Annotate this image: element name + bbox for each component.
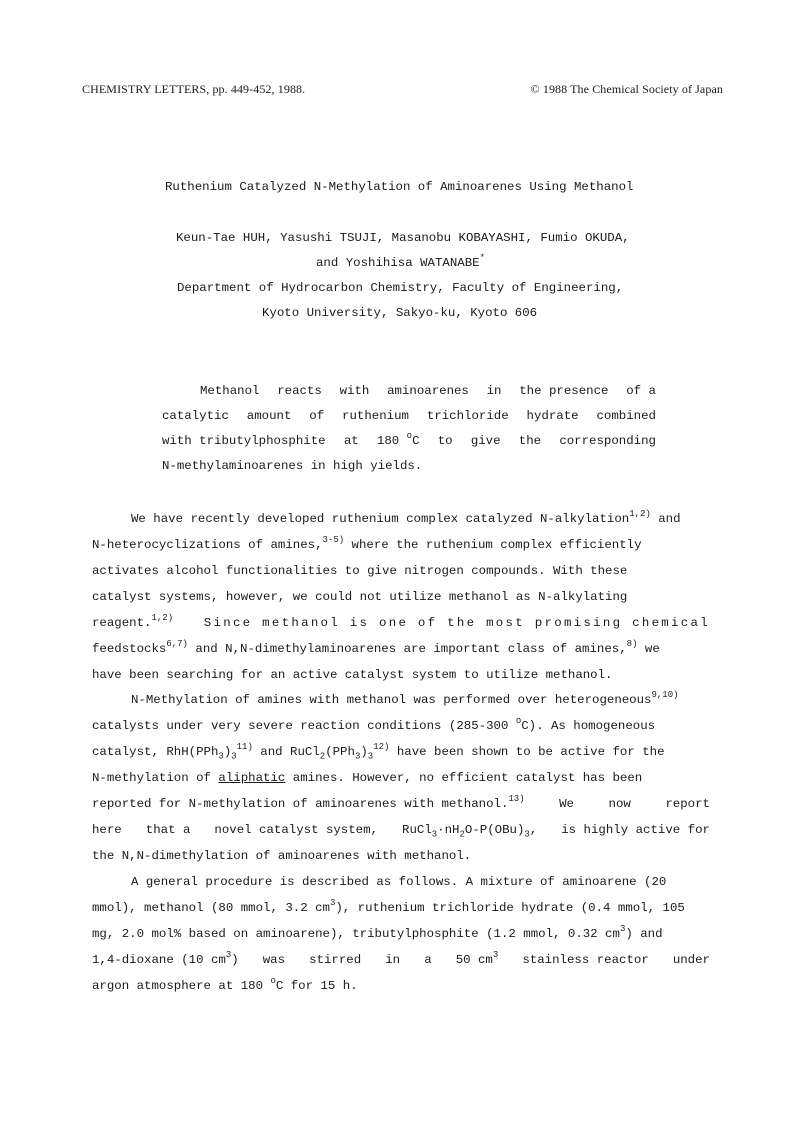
abstract-word: of — [309, 409, 325, 423]
abstract-word: aminoarenes — [387, 384, 469, 398]
body-text: reported for N-methylation of aminoarenes with methanol.$^{13)}$ — [92, 793, 525, 811]
body-text: catalysts under very severe reaction conditions (285-300 $^o$C). As homogeneous — [92, 715, 656, 733]
body-line — [92, 590, 710, 604]
citation-ref: 11) — [236, 741, 253, 752]
citation-ref: 6,7) — [166, 638, 188, 649]
abstract-word: give — [470, 434, 501, 448]
abstract-word: at — [343, 434, 359, 448]
body-word: now — [608, 797, 631, 811]
abstract-line-4 — [162, 459, 656, 473]
body-line — [92, 975, 710, 993]
body-text: A general procedure is described as follows. A mixture of aminoarene (20 — [131, 875, 667, 889]
body-line — [92, 668, 710, 682]
authors-line-2-text: and Yoshihisa WATANABE — [316, 256, 480, 270]
abstract-text: N-methylaminoarenes in high yields. — [162, 459, 423, 473]
body-word: is highly active for — [561, 823, 710, 837]
body-text: feedstocks$^{6,7)}$ and N,N-dimethylaminoarenes are important class of amines,$^{8)}$ we — [92, 638, 660, 656]
body-line — [92, 923, 710, 941]
degree-mark: o — [406, 430, 413, 441]
body-line — [92, 949, 710, 967]
abstract-word: combined — [596, 409, 656, 423]
body-line — [92, 897, 710, 915]
body-word: was — [262, 953, 286, 967]
body-word: in — [385, 953, 401, 967]
body-line — [92, 823, 710, 840]
body-text: Since methanol is one of the most promising chemical — [203, 616, 710, 630]
degree-mark: o — [270, 975, 276, 986]
body-line — [92, 741, 710, 762]
body-word: 50 $cm^3$ — [455, 949, 499, 967]
citation-ref: 9,10) — [651, 689, 679, 700]
body-text: activates alcohol functionalities to give nitrogen compounds. With these — [92, 564, 628, 578]
body-text: the N,N-dimethylation of aminoarenes with methanol. — [92, 849, 472, 863]
body-line — [92, 793, 710, 811]
body-text: mmol), methanol (80 mmol, 3.2 $cm^3$), ruthenium trichloride hydrate (0.4 mmol, 105 — [92, 897, 685, 915]
body-text: N-Methylation of amines with methanol was performed over heterogeneous$^{9,10)}$ — [131, 689, 679, 707]
body-line — [92, 849, 710, 863]
body-line — [92, 715, 710, 733]
body-line — [131, 689, 710, 707]
body-line — [92, 534, 710, 552]
paper-title: Ruthenium Catalyzed N-Methylation of Aminoarenes Using Methanol — [165, 180, 634, 194]
body-word: stainless reactor — [522, 953, 649, 967]
affiliation-line-1: Department of Hydrocarbon Chemistry, Faculty of Engineering, — [177, 281, 624, 295]
underlined-word: aliphatic — [218, 771, 286, 785]
abstract-temperature — [376, 430, 420, 448]
citation-ref: 1,2) — [629, 508, 651, 519]
body-text: catalyst, $RhH(PPh_3)_3^{11)}$ and $RuCl_2(PPh_3)_3^{12)}$ have been shown to be active for the — [92, 741, 665, 762]
citation-ref: 1,2) — [151, 612, 174, 623]
degree-mark: o — [515, 715, 522, 726]
journal-citation: CHEMISTRY LETTERS, pp. 449-452, 1988. — [82, 82, 306, 96]
citation-ref: 8) — [626, 638, 638, 649]
abstract-word: corresponding — [559, 434, 656, 448]
body-text: catalyst systems, however, we could not utilize methanol as N-alkylating — [92, 590, 628, 604]
abstract-word: hydrate — [526, 409, 579, 423]
abstract-word: catalytic — [162, 409, 229, 423]
body-text: N-methylation of aliphatic amines. However, no efficient catalyst has been — [92, 771, 643, 785]
authors-line-1: Keun-Tae HUH, Yasushi TSUJI, Masanobu KOBAYASHI, Fumio OKUDA, — [176, 231, 630, 245]
body-word: here — [92, 823, 122, 837]
abstract-line-2 — [162, 409, 656, 423]
catalyst-formula: $RuCl_3\cdot nH_2O-P(OBu)_3$, — [402, 823, 538, 840]
abstract-word: with tributylphosphite — [162, 434, 326, 448]
citation-ref: 12) — [373, 741, 390, 752]
body-line — [131, 875, 710, 889]
abstract-word: to — [437, 434, 453, 448]
citation-ref: 3-5) — [322, 534, 345, 545]
body-line — [92, 564, 710, 578]
abstract-word: in — [486, 384, 502, 398]
affiliation-line-2: Kyoto University, Sakyo-ku, Kyoto 606 — [262, 306, 538, 320]
body-word: that a — [145, 823, 191, 837]
abstract-line-3 — [162, 430, 656, 448]
body-text: have been searching for an active catalyst system to utilize methanol. — [92, 668, 613, 682]
body-text: mg, 2.0 mol% based on aminoarene), tributylphosphite (1.2 mmol, 0.32 $cm^3$) and — [92, 923, 663, 941]
citation-ref: 13) — [508, 793, 525, 804]
abstract-line-1 — [200, 384, 656, 398]
body-text: argon atmosphere at 180 $^o$C for 15 h. — [92, 975, 358, 993]
abstract-word: Methanol — [200, 384, 260, 398]
abstract-word: trichloride — [426, 409, 509, 423]
copyright-notice: © 1988 The Chemical Society of Japan — [530, 82, 723, 96]
abstract-word: of a — [626, 384, 656, 398]
body-text: reagent.$^{1,2)}$ — [92, 612, 174, 630]
abstract-word: with — [339, 384, 370, 398]
body-text: 1,4-dioxane (10 $cm^3$) — [92, 949, 239, 967]
abstract-word: 180 — [376, 434, 400, 448]
body-word: novel catalyst system, — [214, 823, 378, 837]
body-word: report — [665, 797, 710, 811]
body-word: a — [424, 953, 432, 967]
abstract-word: the presence — [519, 384, 609, 398]
abstract-word: the — [518, 434, 542, 448]
body-text: We have recently developed ruthenium complex catalyzed N-alkylation$^{1,2)}$ and — [131, 508, 681, 526]
body-word: stirred — [309, 953, 362, 967]
abstract-word: ruthenium — [342, 409, 409, 423]
authors-line-2 — [316, 252, 485, 270]
body-line — [92, 638, 710, 656]
abstract-word: reacts — [277, 384, 322, 398]
body-text: N-heterocyclizations of amines,$^{3-5)}$ where the ruthenium complex efficiently — [92, 534, 642, 552]
body-word: under — [672, 953, 710, 967]
body-line — [92, 612, 710, 630]
body-word: We — [559, 797, 574, 811]
abstract-word: C — [412, 434, 420, 448]
corresponding-author-mark: * — [479, 252, 485, 263]
abstract-word: amount — [246, 409, 292, 423]
body-line — [131, 508, 710, 526]
body-line — [92, 771, 710, 785]
